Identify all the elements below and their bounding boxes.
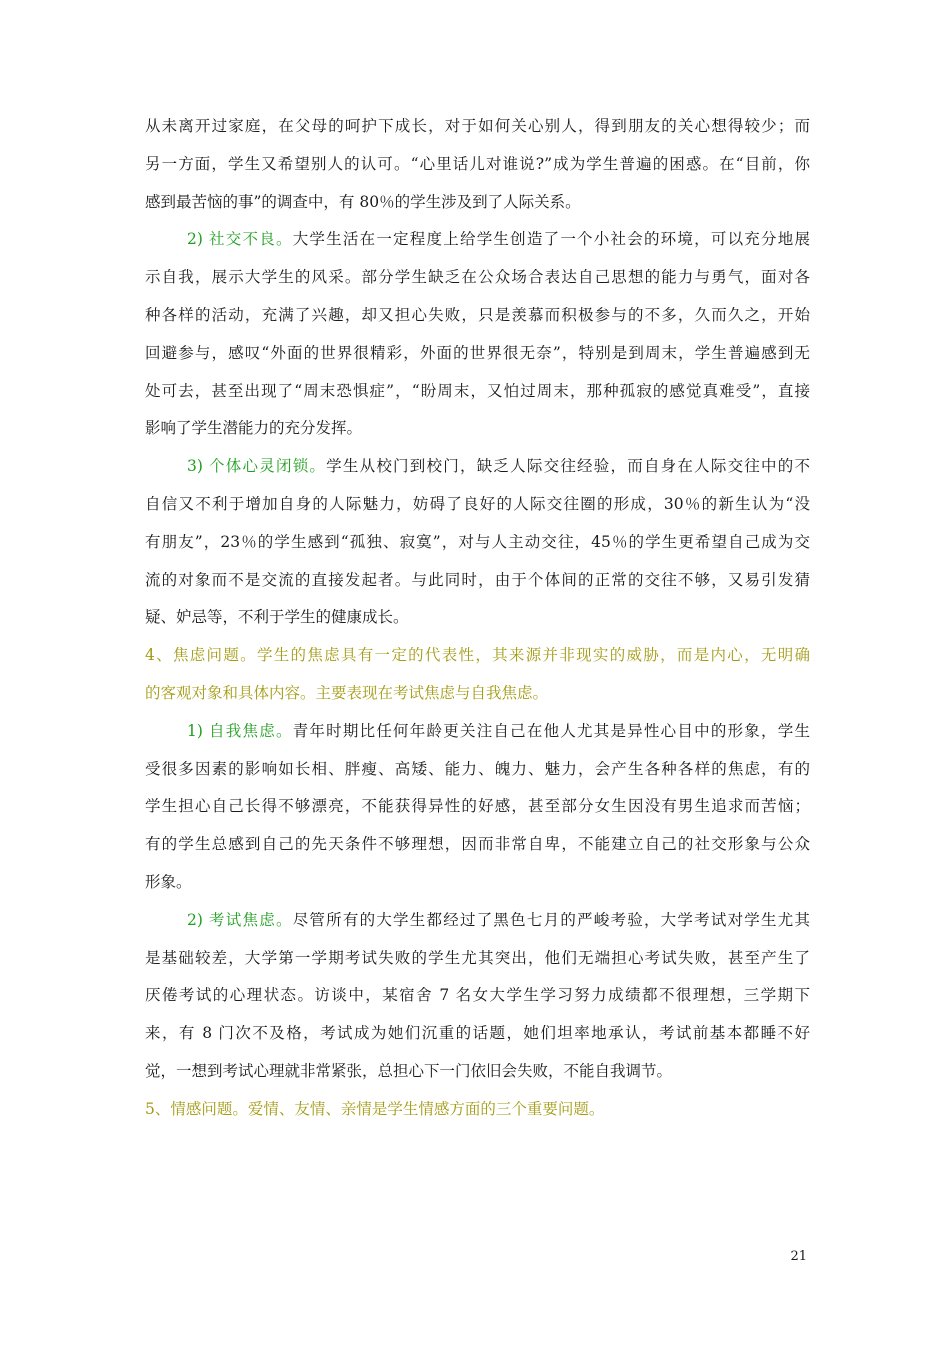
text-line: 有的学生总感到自己的先天条件不够理想，因而非常自卑，不能建立自己的社交形象与公众 (145, 835, 810, 854)
subheading-closed-mind: 3) 个体心灵闭锁。 (187, 457, 327, 476)
text-line: 影响了学生潜能力的充分发挥。 (145, 419, 363, 438)
paragraph-closed-mind (145, 448, 810, 486)
subheading-self-anxiety: 1) 自我焦虑。 (187, 721, 293, 740)
text-line: 是基础较差，大学第一学期考试失败的学生尤其突出，他们无端担心考试失败，甚至产生了 (145, 948, 810, 967)
heading-anxiety: 4、焦虑问题。学生的焦虑具有一定的代表性，其来源并非现实的威胁，而是内心，无明确 (145, 646, 810, 665)
heading-anxiety-cont: 的客观对象和具体内容。主要表现在考试焦虑与自我焦虑。 (145, 683, 549, 702)
text-line: 受很多因素的影响如长相、胖瘦、高矮、能力、魄力、魅力，会产生各种各样的焦虑，有的 (145, 759, 810, 778)
text-run: 大学生活在一定程度上给学生创造了一个小社会的环境，可以充分地展 (292, 230, 810, 249)
text-line: 感到最苦恼的事”的调查中，有 80％的学生涉及到了人际关系。 (145, 192, 581, 211)
text-line: 流的对象而不是交流的直接发起者。与此同时，由于个体间的正常的交往不够，又易引发猜 (145, 570, 810, 589)
paragraph-social (145, 221, 810, 259)
paragraph-self-anxiety (145, 713, 810, 751)
heading-emotion: 5、情感问题。爱情、友情、亲情是学生情感方面的三个重要问题。 (145, 1099, 605, 1118)
text-line: 厌倦考试的心理状态。访谈中，某宿舍 7 名女大学生学习努力成绩都不很理想，三学期下 (145, 986, 810, 1005)
text-line: 回避参与，感叹“外面的世界很精彩，外面的世界很无奈”，特别是到周末，学生普遍感到无 (145, 343, 810, 362)
text-run: 尽管所有的大学生都经过了黑色七月的严峻考验，大学考试对学生尤其 (292, 910, 810, 929)
text-line: 学生担心自己长得不够漂亮，不能获得异性的好感，甚至部分女生因没有男生追求而苦恼； (145, 797, 810, 816)
text-line: 自信又不利于增加自身的人际魅力，妨碍了良好的人际交往圈的形成，30％的新生认为“没 (145, 494, 810, 513)
text-run: 青年时期比任何年龄更关注自己在他人尤其是异性心目中的形象，学生 (292, 721, 810, 740)
text-line: 觉，一想到考试心理就非常紧张，总担心下一门依旧会失败，不能自我调节。 (145, 1061, 673, 1080)
text-line: 从未离开过家庭，在父母的呵护下成长，对于如何关心别人，得到朋友的关心想得较少；而 (145, 117, 810, 135)
page-number: 21 (790, 1249, 807, 1264)
text-line: 有朋友”，23％的学生感到“孤独、寂寞”，对与人主动交往，45％的学生更希望自己成为交 (145, 532, 810, 551)
text-line: 种各样的活动，充满了兴趣，却又担心失败，只是羡慕而积极参与的不多，久而久之，开始 (145, 305, 810, 324)
text-line: 疑、妒忌等，不利于学生的健康成长。 (145, 608, 409, 627)
subheading-exam-anxiety: 2) 考试焦虑。 (187, 910, 293, 929)
text-line: 另一方面，学生又希望别人的认可。“心里话儿对谁说?”成为学生普遍的困惑。在“目前，你 (145, 154, 810, 173)
document-body (145, 108, 810, 1129)
paragraph-exam-anxiety (145, 902, 810, 940)
text-line: 示自我，展示大学生的风采。部分学生缺乏在公众场合表达自己思想的能力与勇气，面对各 (145, 268, 810, 287)
text-line: 处可去，甚至出现了“周末恐惧症”，“盼周末，又怕过周末，那种孤寂的感觉真难受”，直接 (145, 381, 810, 400)
text-run: 学生从校门到校门，缺乏人际交往经验，而自身在人际交往中的不 (326, 457, 810, 476)
text-line: 来，有 8 门次不及格，考试成为她们沉重的话题，她们坦率地承认，考试前基本都睡不好 (145, 1024, 810, 1043)
text-line: 形象。 (145, 872, 192, 891)
subheading-social: 2) 社交不良。 (187, 230, 293, 249)
